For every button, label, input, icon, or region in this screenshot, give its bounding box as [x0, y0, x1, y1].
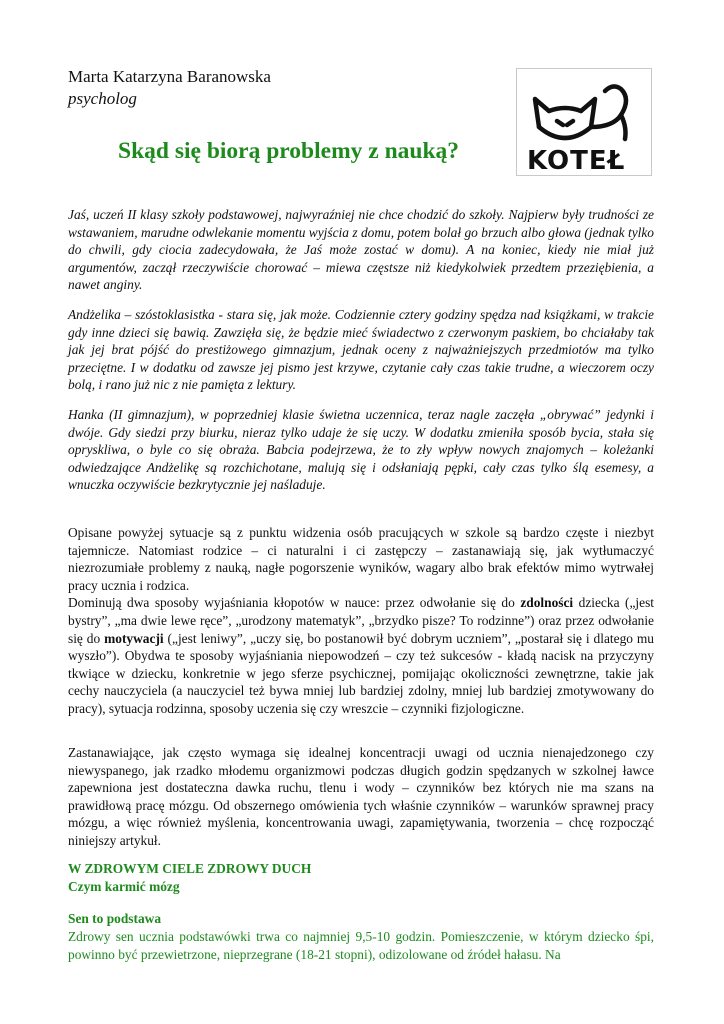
section-heading — [68, 860, 654, 895]
case-paragraph-andzelika — [68, 306, 654, 394]
body-text: Opisane powyżej sytuacje są z punktu widzenia osób pracujących w szkole są bardzo częste i niezbyt tajemnicze. Natomiast rodzice – ci naturalni i ci zastępczy – zastanawiają się, jak wytłumaczyć niezrozumiałe problemy z nauką, nagłe pogorszenie wyników, wagary albo brak efektów mimo wytrwałej pracy ucznia i rodzica. — [68, 525, 654, 593]
author-block — [68, 66, 271, 110]
case-paragraph-hanka — [68, 406, 654, 494]
emphasis-motywacji: motywacji — [104, 630, 164, 646]
author-name: Marta Katarzyna Baranowska — [68, 67, 271, 86]
author-role: psycholog — [68, 89, 137, 108]
article-title: Skąd się biorą problemy z nauką? — [118, 138, 460, 164]
body-text: Zdrowy sen ucznia podstawówki trwa co najmniej 9,5-10 godzin. Pomieszczenie, w którym dziecko śpi, powinno być przewietrzone, nieprzegrane (18-21 stopni), odizolowane od źródeł hałasu. Na — [68, 929, 654, 962]
kotel-logo — [516, 68, 652, 176]
section-heading-sub: Czym karmić mózg — [68, 878, 180, 894]
body-text-explanations — [68, 594, 654, 717]
logo-wordmark: KOTEŁ — [527, 146, 626, 175]
section-heading-main: W ZDROWYM CIELE ZDROWY DUCH — [68, 861, 312, 876]
body-text: Zastanawiające, jak często wymaga się idealnej koncentracji uwagi od ucznia nienajedzonego czy niewyspanego, jak rzadko młodemu organizmowi podczas długich godzin spędzanych w szkolnej ławce zapewniona jest dostateczna dawka ruchu, tlenu i wody – czynników bez których nie ma szans na prawidłową pracę mózgu. Od obszernego omówienia tych właśnie czynników – warunków sprawnej pracy mózgu, a więc również myślenia, koncentrowania uwagi, zapamiętywania, tworzenia – chcę rozpocząć niniejszy artykuł. — [68, 745, 654, 848]
case-paragraph-jas — [68, 206, 654, 294]
body-text-part: („jest leniwy”, „uczy się, bo postanowił być dobrym uczniem”, „postarał się i dlatego mu wyszło”). Obydwa te sposoby wyjaśniania niepowodzeń – czy też sukcesów - kładą nacisk na przyczyny tkwiące w dziecku, konkretnie w jego sferze psychicznej, pomijając okoliczności zewnętrzne, takie jak cechy nauczyciela (a nauczyciel też bywa mniej lub bardziej zdolny, mniej lub bardziej zmotywowany do pracy), sytuacja rodzinna, sposoby uczenia się czy wreszcie – czynniki fizjologiczne. — [68, 630, 654, 716]
body-paragraph-concentration — [68, 744, 654, 850]
emphasis-zdolnosci: zdolności — [520, 595, 574, 611]
case-text: Hanka (II gimnazjum), w poprzedniej klasie świetna uczennica, teraz nagle zaczęła „obrywać” jedynki i dwóje. Gdy siedzi przy biurku, nieraz tylko udaje że się uczy. W dodatku zmieniła sposób bycia, stała się opryskliwa, o byle co się obraża. Babcia podejrzewa, że to zły wpływ nowych znajomych – koleżanki odwiedzające Andżelikę są rozchichotane, malują się i odsłaniają pępki, cały czas tylko ślą esemesy, a wnuczka oczywiście bezkrytycznie jej naśladuje. — [68, 407, 654, 493]
body-text-part: Dominują dwa sposoby wyjaśniania kłopotów w nauce: przez odwołanie się do — [68, 595, 521, 611]
case-text: Jaś, uczeń II klasy szkoły podstawowej, najwyraźniej nie chce chodzić do szkoły. Najpierw były trudności ze wstawaniem, marudne odwlekanie momentu wyjścia z domu, potem bolał go brzuch albo głowa (jednak tylko do chwili, gdy ciocia zadecydowała, że Jaś może zostać w domu). A na koniec, kiedy nie miał już argumentów, zaczął rzeczywiście chorować – miewa częstsze niż kiedykolwiek przedtem przeziębienia, a nawet anginy. — [68, 207, 654, 293]
body-paragraph-sleep — [68, 928, 654, 963]
body-text-part: dziecka („jest bystry”, „ma dwie lewe ręce”, „urodzony matematyk”, „brzydko pisze? To rodzinne”) oraz przez odwołanie się do — [68, 595, 654, 646]
case-text: Andżelika – szóstoklasistka - stara się, jak może. Codziennie cztery godziny spędza nad książkami, w trakcie gdy inne dzieci się bawią. Zawzięła się, że będzie mieć świadectwo z czerwonym paskiem, bo chciałaby tak jak jej brat pójść do prestiżowego gimnazjum, jednak oceny z najważniejszych przedmiotów ma tylko przeciętne. I w dodatku od zawsze jej pismo jest krzywe, czytanie cały czas takie trudne, a wieczorem oczy bolą, i rano już nic z nie pamięta z lektury. — [68, 307, 654, 393]
body-paragraph-intro — [68, 524, 654, 718]
subsection-heading: Sen to podstawa — [68, 911, 162, 926]
